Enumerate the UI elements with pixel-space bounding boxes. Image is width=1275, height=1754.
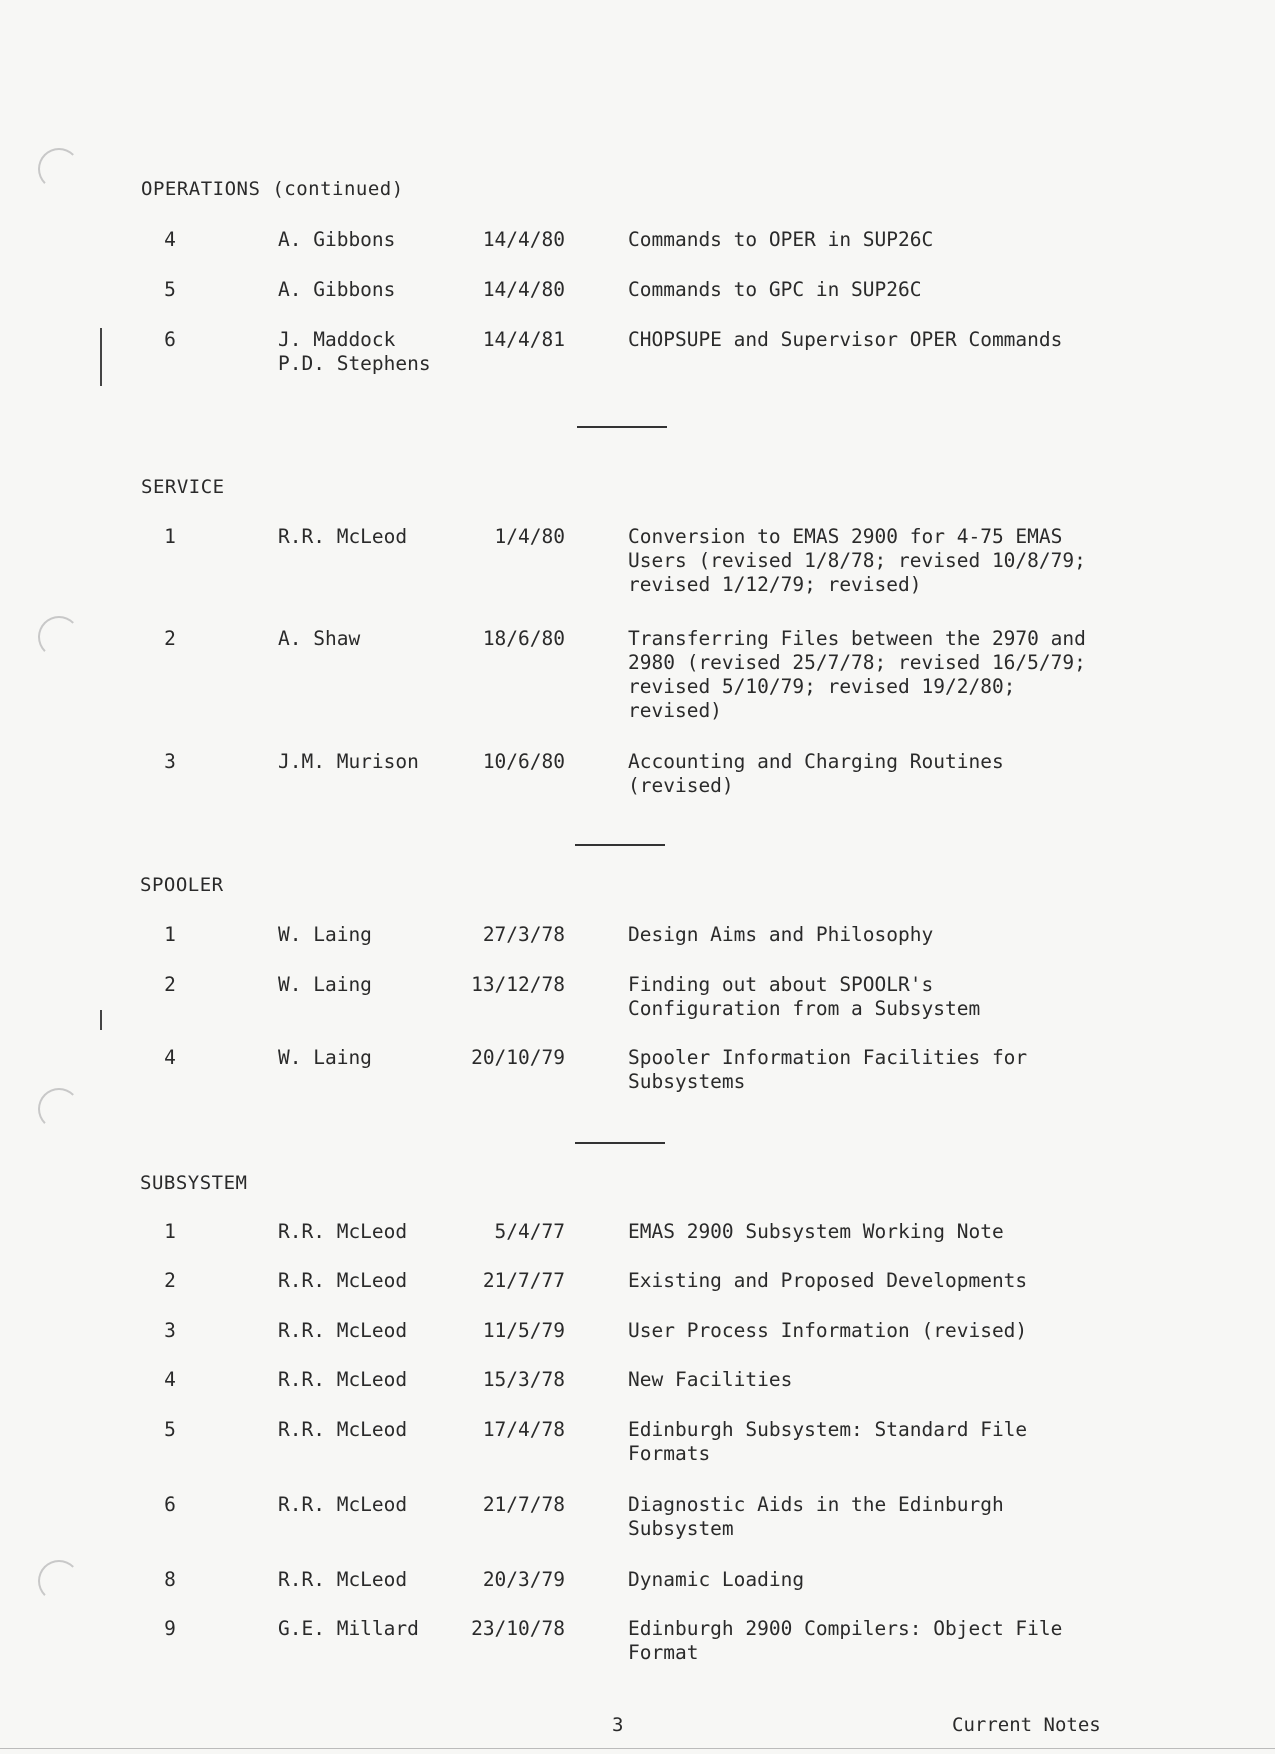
note-number: 4 [164, 1368, 176, 1391]
note-date: 21/7/78 [482, 1493, 565, 1516]
note-title: Edinburgh 2900 Compilers: Object File Format [628, 1617, 1063, 1664]
note-number: 2 [164, 973, 176, 996]
section-divider [575, 844, 665, 846]
note-author: W. Laing [278, 1046, 372, 1069]
note-author: R.R. McLeod [278, 1319, 408, 1342]
note-author: A. Gibbons [278, 278, 396, 301]
note-author: R.R. McLeod [278, 1368, 408, 1391]
note-number: 5 [164, 278, 176, 301]
note-author: G.E. Millard [278, 1617, 419, 1640]
punch-hole-mark [38, 148, 80, 190]
note-author: R.R. McLeod [278, 1220, 408, 1243]
note-date: 13/12/78 [471, 973, 565, 996]
section-divider [577, 426, 667, 428]
note-author: R.R. McLeod [278, 1418, 408, 1441]
note-number: 2 [164, 627, 176, 650]
note-number: 6 [164, 1493, 176, 1516]
note-title: Accounting and Charging Routines (revised) [628, 750, 1004, 797]
change-bar [100, 328, 102, 386]
note-author: A. Gibbons [278, 228, 396, 251]
note-date: 27/3/78 [482, 923, 565, 946]
note-date: 14/4/80 [482, 228, 565, 251]
note-number: 4 [164, 1046, 176, 1069]
note-date: 14/4/80 [482, 278, 565, 301]
note-title: Design Aims and Philosophy [628, 923, 934, 946]
note-title: Transferring Files between the 2970 and 2980 (revised 25/7/78; revised 16/5/79; revised 5/10/79; revised 19/2/80; revised) [628, 627, 1086, 722]
note-date: 18/6/80 [482, 627, 565, 650]
note-author: J. Maddock P.D. Stephens [278, 328, 431, 375]
note-number: 6 [164, 328, 176, 351]
note-author: R.R. McLeod [278, 525, 408, 548]
note-title: Conversion to EMAS 2900 for 4-75 EMAS Users (revised 1/8/78; revised 10/8/79; revised 1/12/79; revised) [628, 525, 1086, 596]
note-author: W. Laing [278, 973, 372, 996]
note-number: 3 [164, 1319, 176, 1342]
note-title: Existing and Proposed Developments [628, 1269, 1028, 1292]
note-number: 4 [164, 228, 176, 251]
note-number: 9 [164, 1617, 176, 1640]
note-title: Spooler Information Facilities for Subsystems [628, 1046, 1028, 1093]
note-number: 5 [164, 1418, 176, 1441]
note-date: 23/10/78 [471, 1617, 565, 1640]
note-date: 14/4/81 [482, 328, 565, 351]
note-author: A. Shaw [278, 627, 361, 650]
punch-hole-mark [38, 1088, 80, 1130]
note-title: Dynamic Loading [628, 1568, 805, 1591]
page-edge [0, 1748, 1275, 1749]
note-title: Edinburgh Subsystem: Standard File Formats [628, 1418, 1028, 1465]
note-number: 1 [164, 525, 176, 548]
note-number: 1 [164, 923, 176, 946]
note-date: 20/3/79 [482, 1568, 565, 1591]
note-title: New Facilities [628, 1368, 793, 1391]
section-title-service: SERVICE [141, 476, 225, 498]
note-date: 10/6/80 [482, 750, 565, 773]
section-title-spooler: SPOOLER [140, 874, 224, 896]
note-title: User Process Information (revised) [628, 1319, 1028, 1342]
note-date: 1/4/80 [494, 525, 565, 548]
note-number: 3 [164, 750, 176, 773]
note-title: Commands to GPC in SUP26C [628, 278, 922, 301]
page-number: 3 [612, 1714, 624, 1736]
note-date: 17/4/78 [482, 1418, 565, 1441]
note-date: 20/10/79 [471, 1046, 565, 1069]
note-author: J.M. Murison [278, 750, 419, 773]
note-author: R.R. McLeod [278, 1568, 408, 1591]
section-title-operations: OPERATIONS (continued) [141, 178, 404, 200]
change-bar [100, 1010, 102, 1030]
section-divider [575, 1142, 665, 1144]
section-title-subsystem: SUBSYSTEM [140, 1172, 248, 1194]
note-title: Diagnostic Aids in the Edinburgh Subsystem [628, 1493, 1004, 1540]
note-title: Finding out about SPOOLR's Configuration from a Subsystem [628, 973, 981, 1020]
note-date: 11/5/79 [482, 1319, 565, 1342]
punch-hole-mark [38, 1560, 80, 1602]
punch-hole-mark [38, 616, 80, 658]
note-number: 1 [164, 1220, 176, 1243]
note-title: EMAS 2900 Subsystem Working Note [628, 1220, 1004, 1243]
note-number: 8 [164, 1568, 176, 1591]
note-title: Commands to OPER in SUP26C [628, 228, 934, 251]
note-date: 21/7/77 [482, 1269, 565, 1292]
note-number: 2 [164, 1269, 176, 1292]
note-author: W. Laing [278, 923, 372, 946]
note-date: 5/4/77 [494, 1220, 565, 1243]
note-author: R.R. McLeod [278, 1493, 408, 1516]
note-date: 15/3/78 [482, 1368, 565, 1391]
footer-label: Current Notes [952, 1714, 1101, 1736]
note-title: CHOPSUPE and Supervisor OPER Commands [628, 328, 1063, 351]
note-author: R.R. McLeod [278, 1269, 408, 1292]
